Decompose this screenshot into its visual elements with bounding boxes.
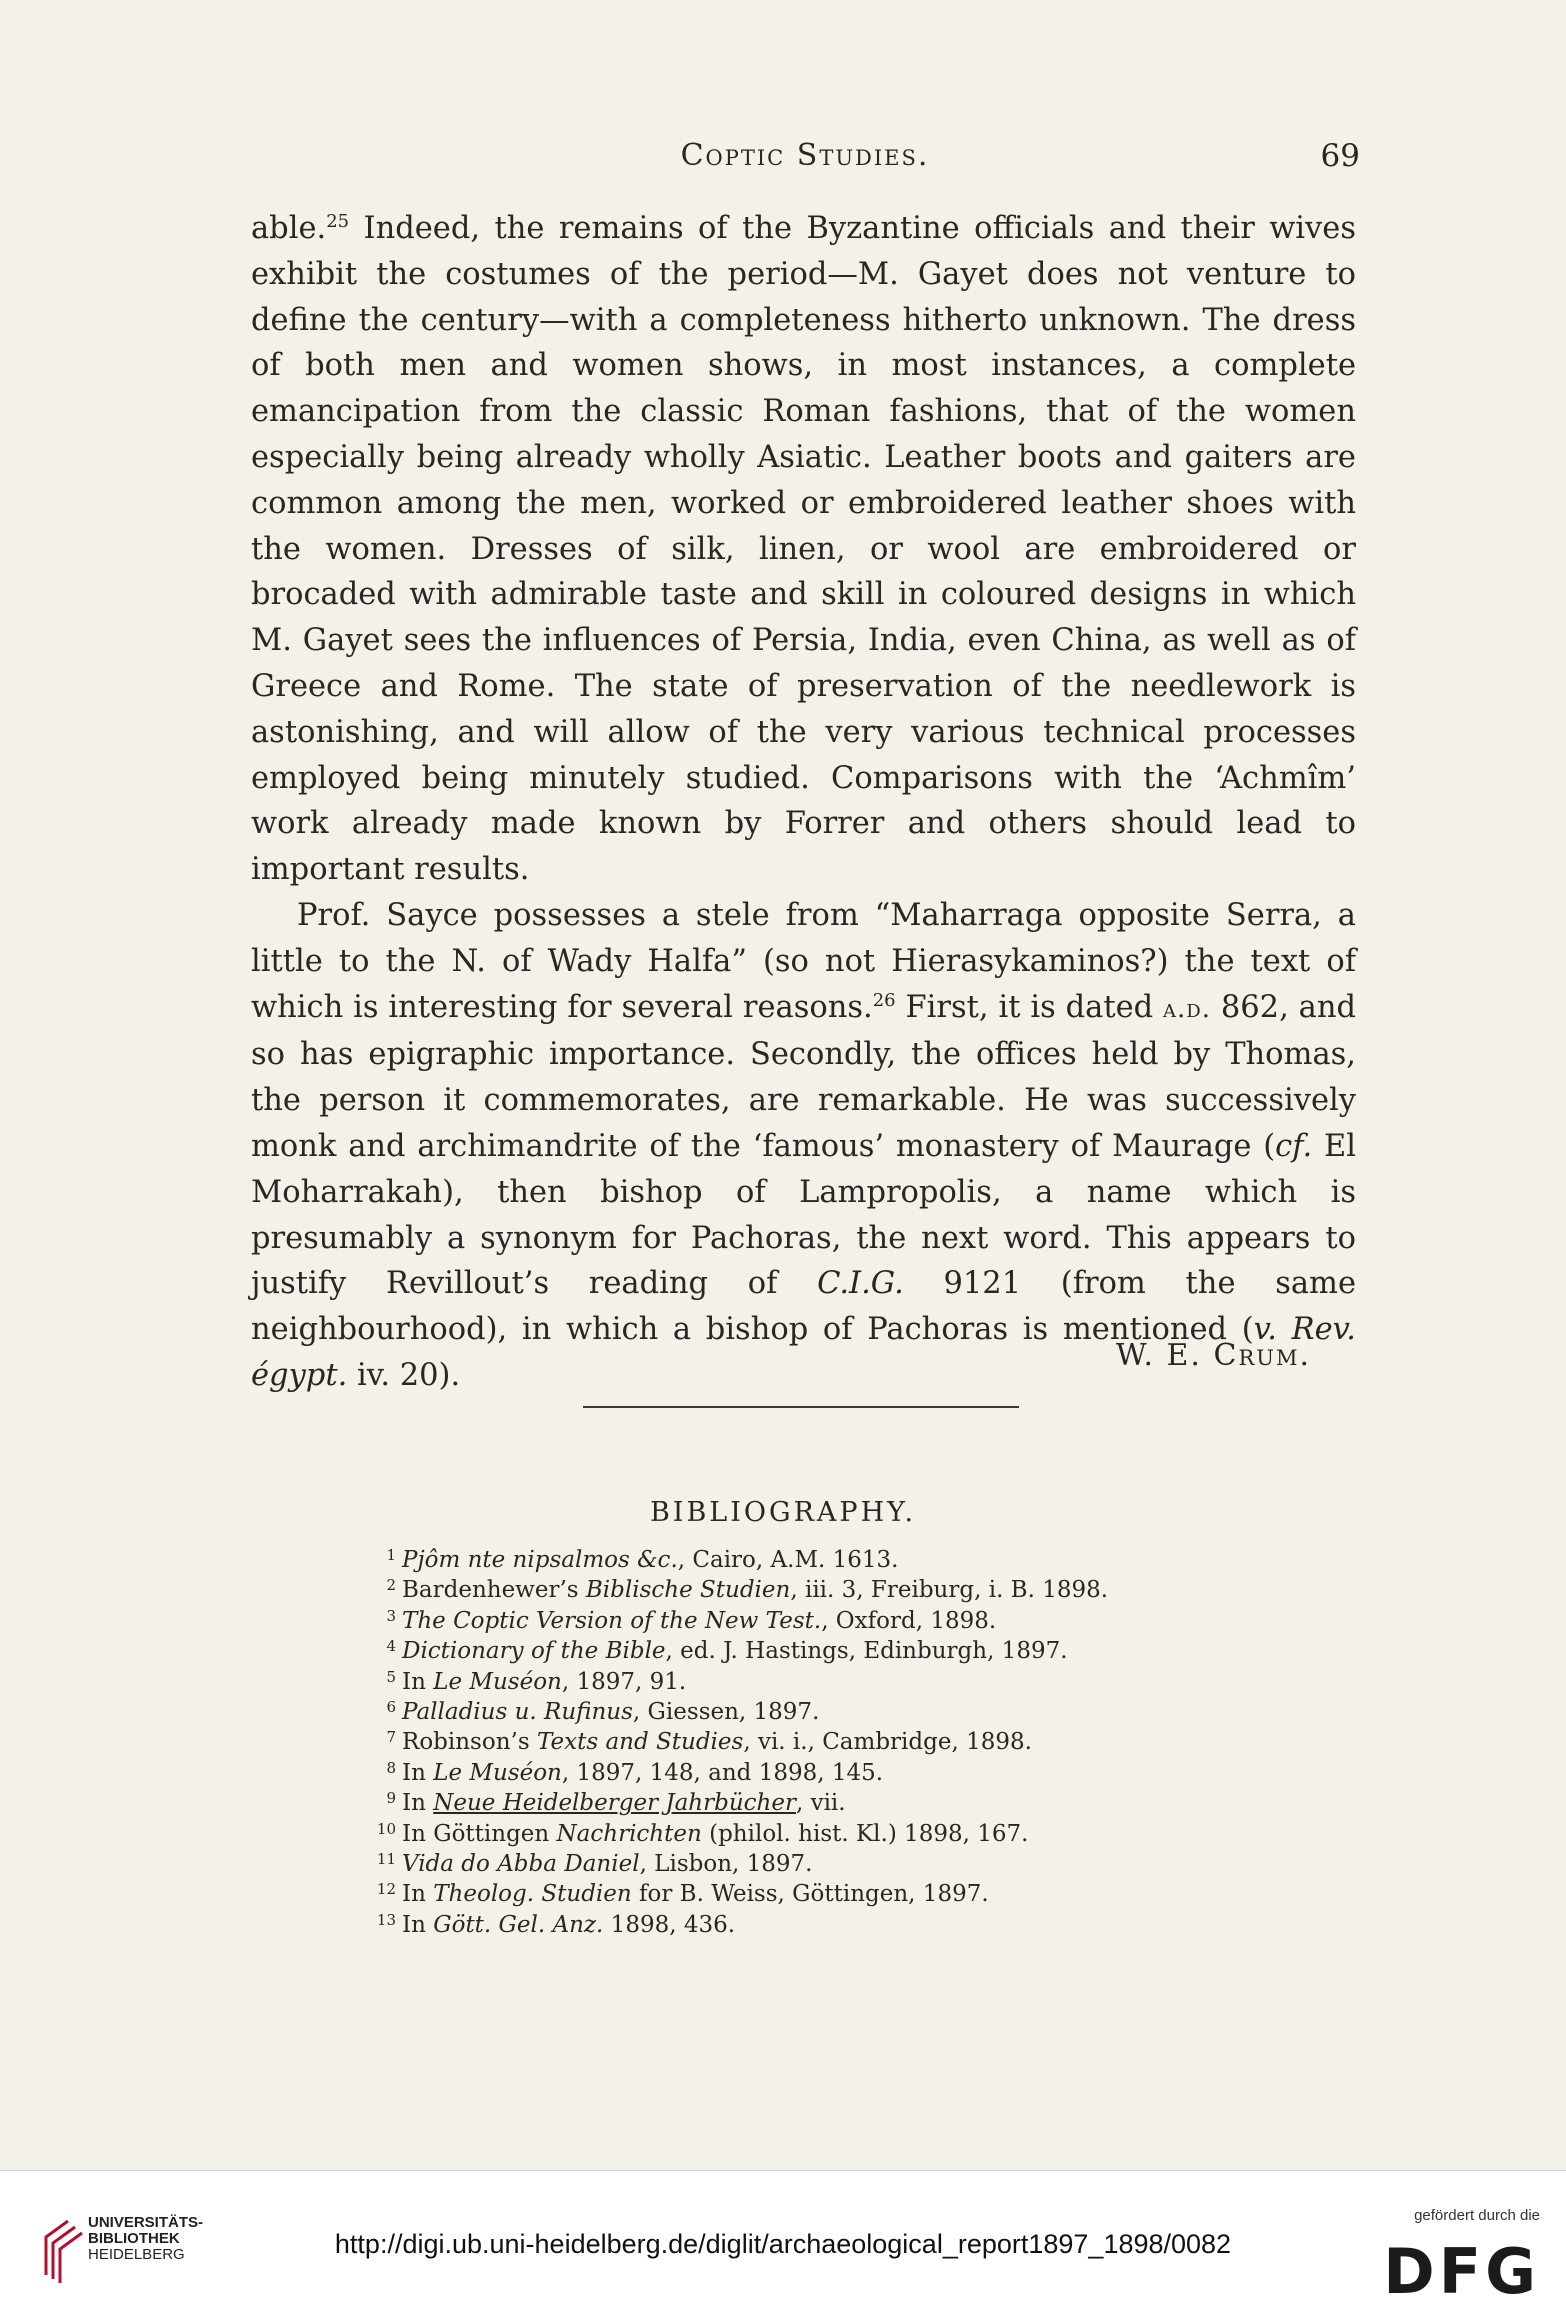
bibliography-list [370,1545,1270,1940]
entry-details: , Cairo, A.M. 1613. [677,1547,899,1573]
entry-number: 7 [386,1728,396,1747]
bibliography-entry [370,1727,1270,1757]
entry-title: Neue Heidelberger Jahrbücher [433,1790,796,1817]
entry-details: , 1897, 91. [561,1668,687,1695]
section-divider [583,1406,1019,1408]
text-run: iv. 20). [347,1357,461,1393]
running-title: Coptic Studies. [680,138,930,173]
text-run: 9121 (from the same neighbourhood), in which a bishop of Pachoras is mentioned ( [251,1266,1356,1348]
digitization-footer [0,2170,1566,2313]
text-run: First, it is dated [895,989,1164,1025]
entry-prefix: In [402,1759,434,1786]
entry-title: Biblische Studien [585,1577,791,1604]
entry-details: , 1897, 148, and 1898, 145. [561,1759,884,1786]
era-abbrev: a.d. [1163,993,1211,1024]
entry-prefix: In [402,1911,434,1938]
entry-prefix: In [402,1790,434,1817]
entry-prefix: In Göttingen [402,1820,557,1847]
italic-run: cf. [1275,1128,1313,1164]
entry-details: , vi. i., Cambridge, 1898. [743,1729,1032,1756]
bibliography-entry [370,1606,1270,1636]
library-name-line: UNIVERSITÄTS- [88,2214,204,2231]
footnote-ref: 25 [326,210,350,232]
entry-title: Gött. Gel. Anz. [433,1911,604,1938]
entry-details: , Giessen, 1897. [632,1699,820,1726]
entry-number: 3 [386,1606,396,1625]
running-head [250,138,1360,182]
bibliography-entry [370,1575,1270,1605]
page-number: 69 [1320,138,1360,174]
entry-title: Vida do Abba Daniel [402,1851,640,1878]
entry-prefix: Robinson’s [402,1729,537,1756]
bibliography-entry [370,1697,1270,1727]
text-run: El Moharrakah), then bishop of Lampropolis, a name which is presumably a synonym for Pachoras, the next word. This appears to justify Revillout’s reading of [251,1128,1356,1302]
entry-number: 1 [386,1546,396,1564]
entry-number: 10 [376,1819,396,1838]
paragraph-2 [251,893,1356,1399]
library-name-line: BIBLIOTHEK [88,2230,180,2247]
entry-number: 13 [376,1910,396,1929]
bibliography-entry [370,1758,1270,1788]
entry-number: 4 [386,1637,396,1656]
entry-details: , Lisbon, 1897. [639,1851,813,1878]
body-text [251,206,1356,1399]
entry-number: 12 [376,1880,396,1899]
dfg-logo: DFG [1383,2235,1540,2308]
bibliography-entry [370,1849,1270,1879]
bibliography-entry [370,1879,1270,1909]
entry-number: 2 [386,1576,396,1595]
permalink-url[interactable]: http://digi.ub.uni-heidelberg.de/diglit/archaeological_report1897_1898/0082 [334,2229,1232,2259]
italic-run: v. Rev. égypt. [251,1312,1356,1393]
entry-number: 6 [386,1698,396,1717]
entry-title: Le Muséon [433,1668,562,1695]
entry-title: Pjôm nte nipsalmos &c. [402,1547,678,1573]
italic-run: C.I.G. [817,1266,904,1302]
bibliography-entry [370,1545,1270,1575]
bibliography-entry [370,1667,1270,1697]
bibliography-entry [370,1910,1270,1940]
entry-number: 11 [376,1850,396,1869]
funded-by-label: gefördert durch die [1414,2207,1540,2224]
entry-details: , Oxford, 1898. [821,1607,997,1634]
bibliography-heading: BIBLIOGRAPHY. [649,1497,917,1528]
paragraph-1 [251,206,1356,893]
entry-prefix: In [402,1881,434,1908]
entry-title: Texts and Studies [536,1729,744,1756]
entry-title: Dictionary of the Bible [402,1638,666,1665]
entry-title: Nachrichten [556,1820,702,1847]
author-signature: W. E. Crum. [1115,1338,1311,1373]
entry-number: 8 [386,1758,396,1777]
entry-details: 1898, 436. [603,1911,736,1938]
bibliography-entry [370,1788,1270,1818]
bibliography-entry [370,1636,1270,1666]
entry-title: Theolog. Studien [433,1881,632,1908]
library-name-line: HEIDELBERG [88,2246,185,2263]
entry-prefix: Bardenhewer’s [402,1577,586,1604]
entry-title: Le Muséon [433,1759,562,1786]
text-run: 862, and so has epigraphic importance. Secondly, the offices held by Thomas, the person it commemorates, are remarkable. He was successively monk and archimandrite of the ‘famous’ monastery of Maurage ( [251,989,1356,1164]
entry-title: The Coptic Version of the New Test. [402,1607,822,1634]
entry-title: Palladius u. Rufinus [402,1699,633,1726]
entry-prefix: In [402,1668,434,1695]
entry-number: 5 [386,1667,396,1686]
text-run: Prof. Sayce possesses a stele from “Maharraga opposite Serra, a little to the N. of Wady Halfa” (so not Hierasykaminos?) the text of which is interesting for several reasons. [251,897,1356,1025]
bibliography-entry [370,1819,1270,1849]
entry-details: , ed. J. Hastings, Edinburgh, 1897. [665,1638,1068,1665]
entry-details: for B. Weiss, Göttingen, 1897. [631,1881,989,1908]
entry-details: (philol. hist. Kl.) 1898, 167. [701,1820,1029,1847]
entry-details: , vii. [795,1790,846,1817]
text-run: able. [251,211,327,246]
footnote-ref: 26 [872,989,896,1011]
entry-number: 9 [386,1789,396,1808]
text-run: Indeed, the remains of the Byzantine officials and their wives exhibit the costumes of the period—M. Gayet does not venture to define the century—with a completeness hitherto unknown. The dress of both men and women shows, in most instances, a complete emancipation from the classic Roman fashions, that of the women especially being already wholly Asiatic. Leather boots and gaiters are common among the men, worked or embroidered leather shoes with the women. Dresses of silk, linen, or wool are embroidered or brocaded with admirable taste and skill in coloured designs in which M. Gayet sees the influences of Persia, India, even China, as well as of Greece and Rome. The state of preservation of the needlework is astonishing, and will allow of the very various technical processes employed being minutely studied. Comparisons with the ‘Achmîm’ work already made known by Forrer and others should lead to important results. [251,211,1356,888]
entry-details: , iii. 3, Freiburg, i. B. 1898. [790,1577,1109,1604]
